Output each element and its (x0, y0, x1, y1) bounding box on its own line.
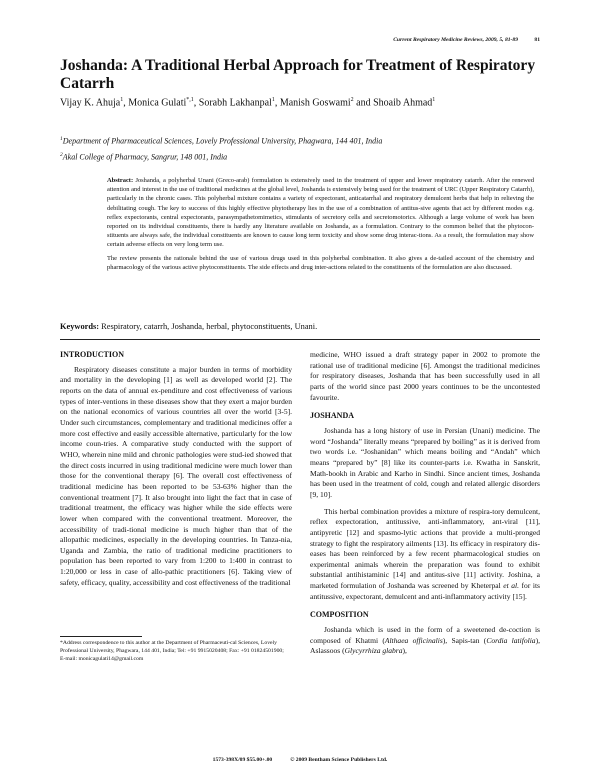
author-sup: 1 (271, 97, 275, 103)
abstract-text: Joshanda, a polyherbal Unani (Greco-arab) formulation is extensively used in the treatment of upper and lower respiratory catarrh. After the renewed attention and interest in the use of traditional medicines at the global level, Joshanda is extensively being used for the treatment of URC (Upper Respiratory Catarrh), particularly in the chronic cases. This polyherbal mixture contains a variety of expectorant, anticatarrhal and respiratory demulcent herbs that help in relieving the debilitating cough. The key to success of this highly effective phytotherapy lies in the use of a combination of antitus-sive agents that act by different modes e.g. reflex expectorants, central expectorants, parasympathetomimetics, stimulants of secretory cells and secretomotorics. Although a large volume of work has been reported on its individual constituents, there is hardly any literature available on Joshanda, as a formulation. Contrary to the common belief that the phytocon-stituents are always safe, the individual constituents are known to cause long term toxicity and show some drug interac-tions. As a result, the formulation may show certain adverse effects on very long term use. (107, 177, 534, 249)
section-heading-introduction: INTRODUCTION (60, 350, 125, 359)
journal-name: Current Respiratory Medicine Reviews (393, 37, 483, 43)
text-run-italic: et al. (503, 581, 520, 591)
intro-paragraph-continued: medicine, WHO issued a draft strategy paper in 2002 to promote the rational use of traditional medicine [6]. Amongst the traditional medicines for respiratory diseases, Joshanda that has been successfully used in all parts of the world since past 2000 years continues to be the uncontested favourite. (310, 350, 540, 402)
text-run: Joshanda which is used in the form of a sweetened de-coction is composed of Khatmi ( (310, 625, 540, 645)
affiliation-text: Department of Pharmaceutical Sciences, Lovely Professional University, Phagwara, 144 401, India (62, 136, 383, 146)
affiliation-2 (60, 152, 540, 162)
intro-paragraph: Respiratory diseases constitute a major burden in terms of morbidity and mortality in the developing [1] as well as developed world [2]. The reports on the data of annual ex-penditure and cost effectiveness of various types of inter-ventions in these diseases show that they exert a major burden on the national economics of various countries all over the world [3-5]. Under such circumstances, complementary and traditional medicines offer a more cost effective and easily accessible alternative, particularly for the low income coun-tries. A comparative study conducted with the support of WHO, wherein nine mild and chronic pathologies were stud-ied showed that the direct costs incurred in using traditional medicine were much lower than those for the conventional therapy [6]. The overall cost effectiveness of traditional medicine has been reported to be 53-63% higher than the conventional treatment [7]. It also brought into light the fact that in case of traditional treatment, the efficacy was higher while the side effects were lower when compared with the conventional treatment. Moreover, the accessibility of tradi-tional medicine is much higher than that of the allopathic medicines, especially in the developing countries. In Tanza-nia, Uganda and Zambia, the ratio of traditional medicine practitioners to population has been reported to vary from 1:200 to 1:400 in contrast to 1:20,000 or less in case of allo-pathic practitioners [6]. Taking view of safety, efficacy, quality, accessibility and cost effectiveness of the traditional (60, 364, 292, 587)
author-sep: , (193, 97, 199, 109)
affiliation-sup: 2 (60, 152, 63, 158)
joshanda-paragraph-1: Joshanda has a long history of use in Persian (Unani) medicine. The word “Joshanda” literally means “prepared by boiling” as it is derived from two words i.e. “Joshanidan” which means boiling and “Andah” which means “prepared by” [8] like its counter-parts i.e. Kwatha in Sanskrit, Math-bookh in Arabic and Karho in Sindhi. Since ancient times, Joshanda has been used in the treatment of cold, cough and related allergic disorders [9, 10]. (310, 425, 540, 499)
keywords-text: Respiratory, catarrh, Joshanda, herbal, phytoconstituents, Unani. (99, 322, 318, 331)
article-title: Joshanda: A Traditional Herbal Approach for Treatment of Respiratory Catarrh (60, 57, 536, 92)
author: Monica Gulati (128, 97, 187, 109)
section-heading-composition: COMPOSITION (310, 610, 369, 620)
author-sep: , (123, 97, 129, 109)
footnote-rule (60, 636, 142, 637)
text-run: This herbal combination provides a mixture of respira-tory demulcent, reflex expectoration, antitussive, anti-inflammatory, ant-viral [11], antipyretic [12] and spasmo-lytic actions that provide a multi-pronged strategy to fight the respiratory ailments [13]. Its efficacy in respiratory dis-eases has been reinforced by a few recent pharmacological studies on experimental animals wherein the preparation was found to exhibit substantial antihistaminic [14] and antitus-sive [11] activity. Joshina, a marketed formulation of Joshanda was screened by Kheterpal (310, 506, 540, 591)
author-sup: 1 (432, 97, 436, 103)
composition-paragraph (310, 625, 540, 657)
abstract-label: Abstract: (107, 177, 134, 184)
author-list (60, 97, 540, 108)
species-name: Althaea officinalis (384, 635, 443, 645)
text-run: ), Sapis-tan ( (442, 635, 487, 645)
page-number: 81 (534, 37, 540, 43)
abstract-paragraph-2: The review presents the rationale behind the use of various drugs used in this polyherbal combination. It also gives a de-tailed account of the chemistry and pharmacology of the various active phytoconstituents. The side effects and drug inter-actions related to the constituents of the formulation are also discussed. (107, 254, 534, 271)
affiliation-1 (60, 136, 540, 146)
footnote-text: *Address correspondence to this author at the Department of Pharmaceuti-cal Sciences, Lovely Professional University, Phagwara, 144 401, India; Tel: +91 9915020408; Fax: +91 01824501900; (60, 640, 284, 654)
right-column (310, 350, 540, 657)
author: Manish Goswami (279, 97, 351, 109)
keywords (60, 322, 540, 331)
affiliation-text: Akal College of Pharmacy, Sangrur, 148 001, India (62, 152, 228, 162)
author-sep: , (274, 97, 280, 109)
author-sup: *,1 (186, 97, 194, 103)
author-sup: 2 (350, 97, 354, 103)
issn: 1573-398X/09 $55.00+.00 (212, 757, 273, 763)
spacer (310, 403, 540, 411)
author-sup: 1 (120, 97, 124, 103)
text-run: ), (402, 646, 407, 656)
divider (60, 339, 540, 340)
abstract-paragraph-1 (107, 176, 534, 250)
species-name: Glycyrrhiza glabra (344, 646, 403, 656)
keywords-label: Keywords: (60, 322, 100, 331)
copyright: © 2009 Bentham Science Publishers Ltd. (290, 757, 388, 763)
section-heading-joshanda: JOSHANDA (310, 411, 355, 421)
journal-citation (60, 37, 518, 43)
author-sep: and (353, 97, 374, 109)
author: Vijay K. Ahuja (60, 97, 121, 109)
page-footer (60, 757, 540, 763)
text-run: for its antitussive, expectorant, demulcent and anti-inflammatory activity [15]. (310, 581, 540, 601)
spacer (310, 602, 540, 610)
joshanda-paragraph-2 (310, 507, 540, 603)
text-run: ), Aslassoos ( (310, 635, 540, 656)
correspondence-footnote (60, 639, 292, 663)
citation: , 2009, 5, 81-89 (482, 37, 518, 43)
abstract (107, 176, 534, 272)
left-column (60, 350, 292, 588)
author: Sorabh Lakhanpal (198, 97, 272, 109)
author: Shoaib Ahmad (373, 97, 433, 109)
species-name: Cordia latifolia (486, 635, 536, 645)
footnote-email[interactable]: E-mail: monicagulati14@gmail.com (60, 656, 144, 662)
affiliation-sup: 1 (60, 136, 63, 142)
